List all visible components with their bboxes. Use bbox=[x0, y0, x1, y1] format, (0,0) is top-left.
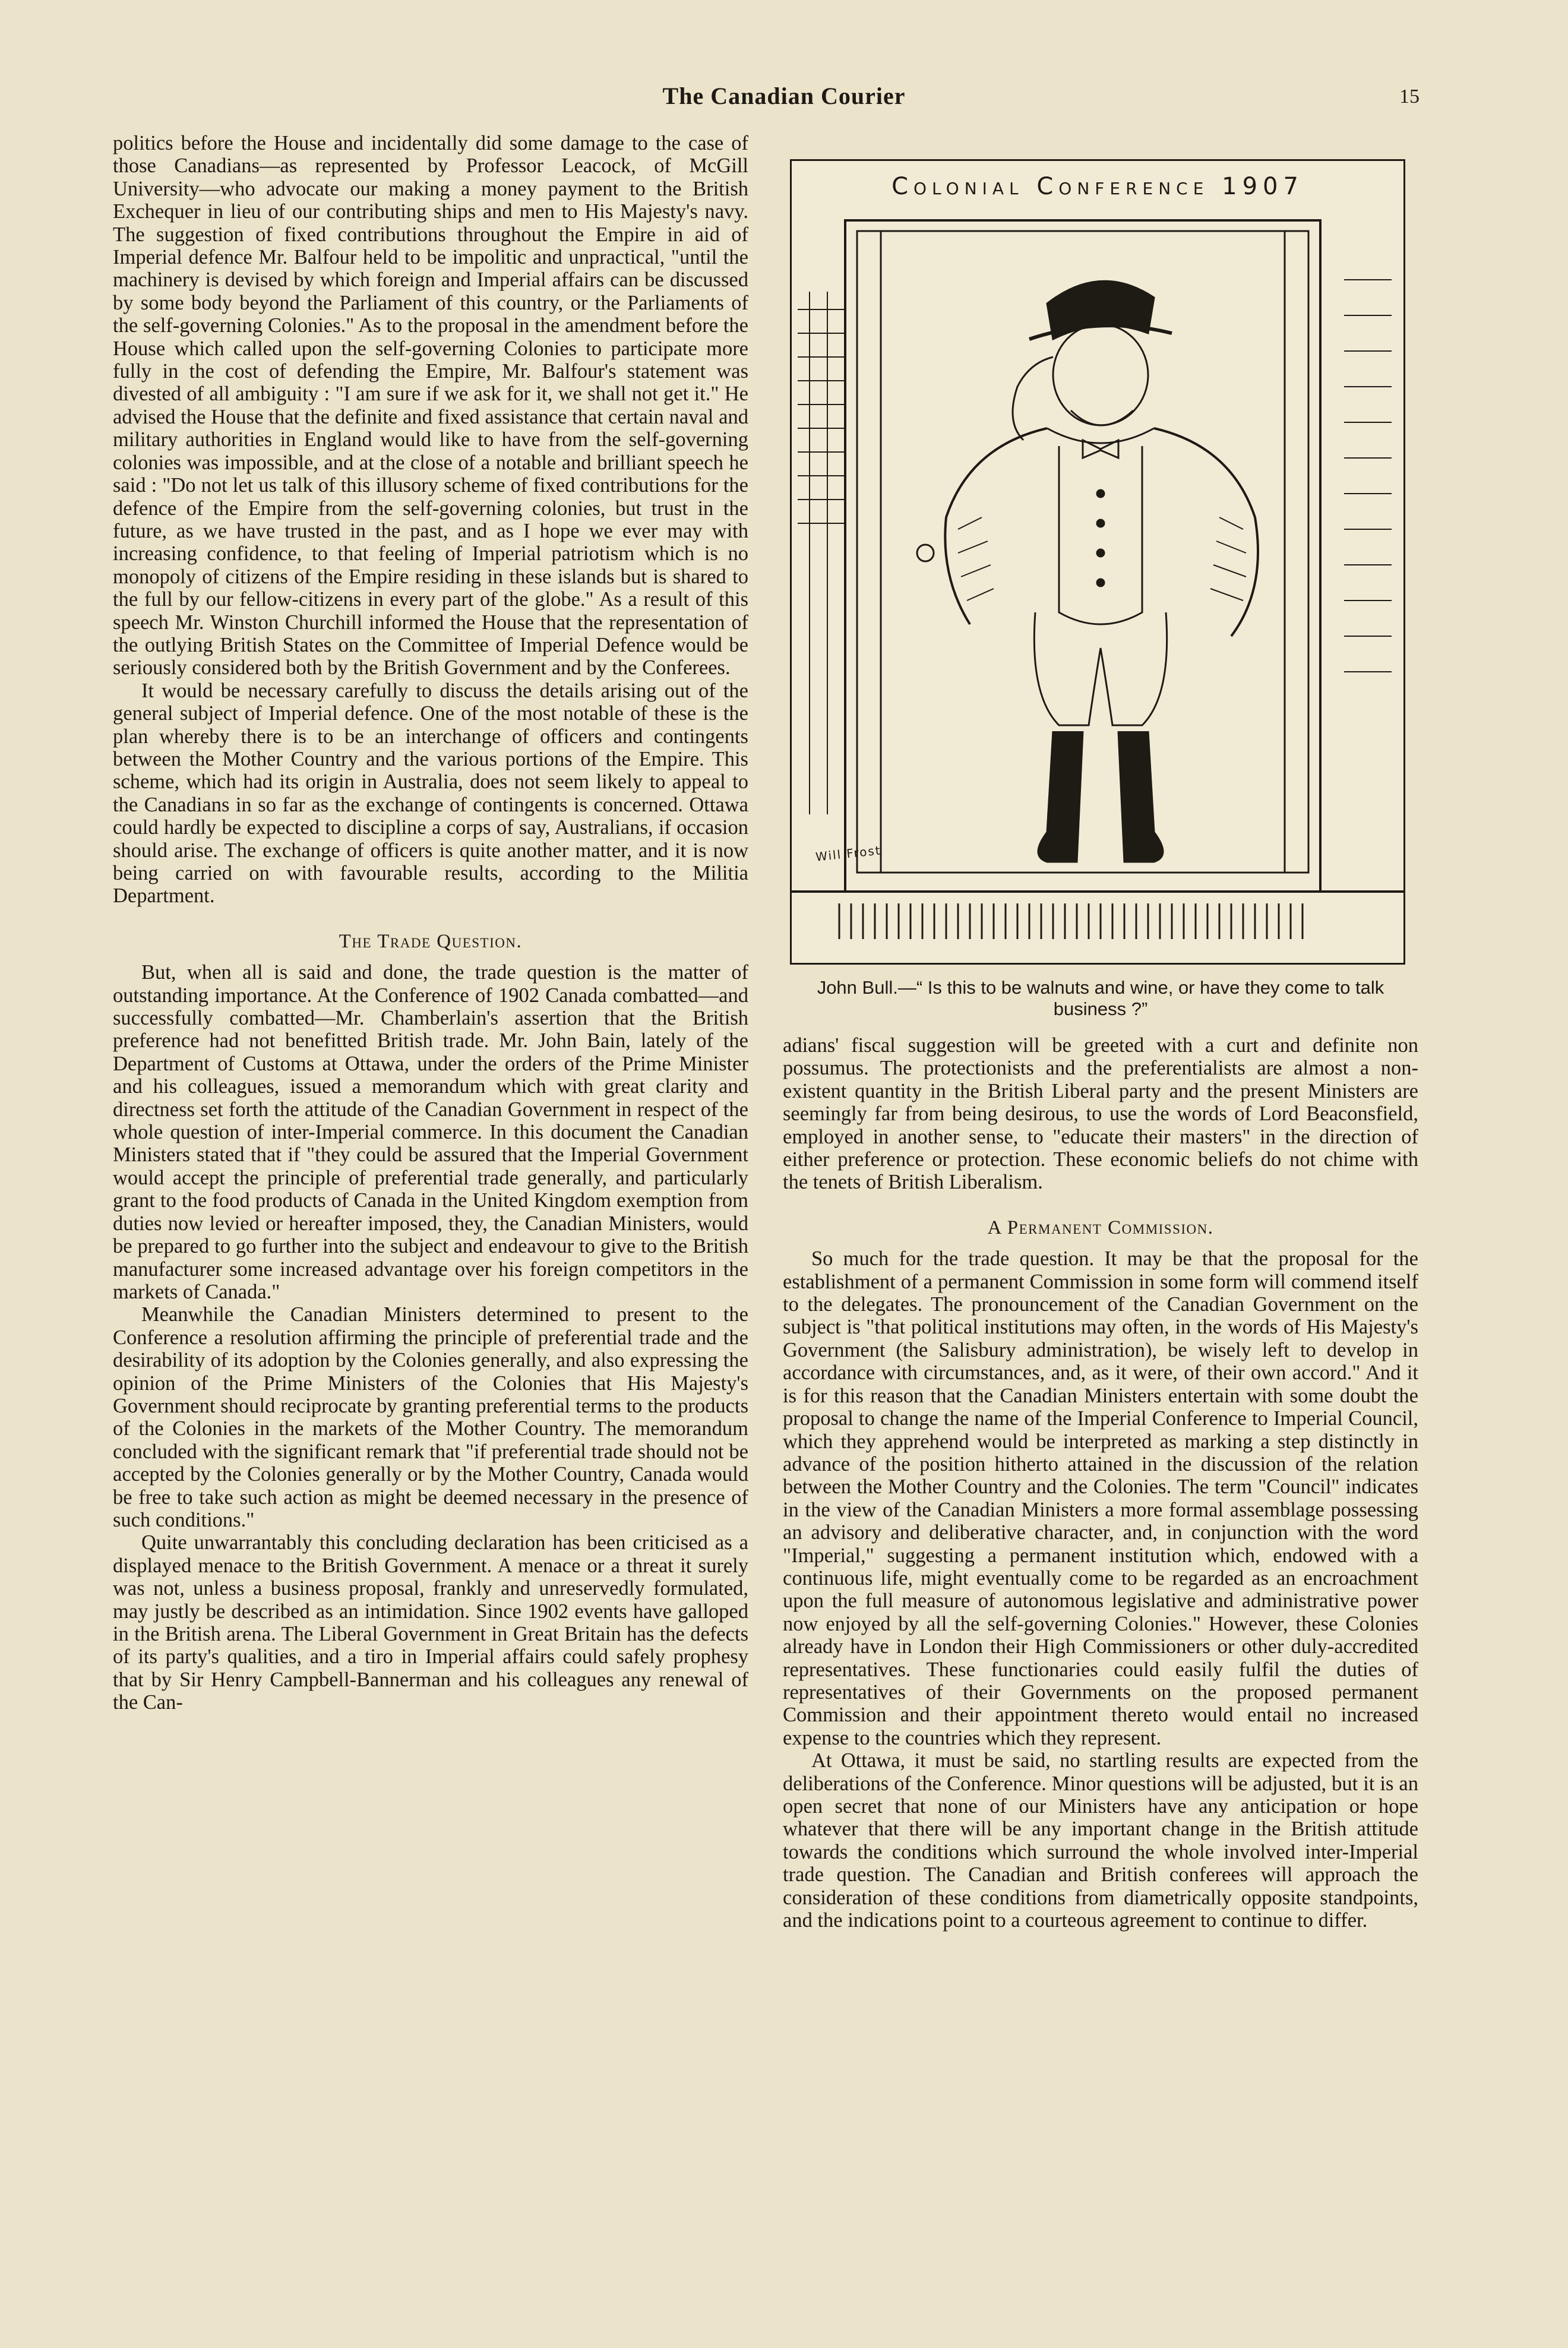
paragraph: At Ottawa, it must be said, no startling results are expected from the deliberations of the Conference. Minor questions will be adjusted, but it is an open secret that none of our Ministers have any anticipation or hope whatever that there will be any important change in the British attitude towards the conditions which surround the whole involved inter-Imperial trade question. The Canadian and British conferees will approach the consideration of these conditions from diametrically opposite standpoints, and the indications point to a courteous agreement to continue to differ. bbox=[783, 1749, 1418, 1932]
paragraph: But, when all is said and done, the trade question is the matter of outstanding importance. At the Conference of 1902 Canada combatted—and successfully combatted—Mr. Chamberlain's assertion that the British preference had not benefitted British trade. Mr. John Bain, lately of the Department of Customs at Ottawa, under the orders of the Prime Minister and his colleagues, issued a memorandum which with great clarity and directness set forth the attitude of the Canadian Government in respect of the whole question of inter-Imperial commerce. In this document the Canadian Ministers stated that if "they could be assured that the Imperial Government would accept the principle of preferential trade generally, and particularly grant to the food products of Canada in the United Kingdom exemption from duties now levied or hereafter imposed, they, the Canadian Ministers, would be prepared to go further into the subject and endeavour to give to the British manufacturer some increased advantage over his foreign competitors in the markets of Canada." bbox=[113, 961, 748, 1303]
paragraph: So much for the trade question. It may be that the proposal for the establishment of a permanent Commission in some form will commend itself to the delegates. The pronouncement of the Canadian Government on the subject is "that political institutions may often, in the words of His Majesty's Government (the Salisbury administration), be wisely left to develop in accordance with circumstances, and, as it were, of their own accord." And it is for this reason that the Canadian Ministers entertain with some doubt the proposal to change the name of the Imperial Conference to Imperial Council, which they apprehend would be interpreted as marking a step distinctly in advance of the position hitherto attained in the discussion of the relation between the Mother Country and the Colonies. The term "Council" indicates in the view of the Canadian Ministers a more formal assemblage possessing an advisory and deliberative character, and, in conjunction with the word "Imperial," suggesting a permanent institution which, endowed with a continuous life, might eventually come to be regarded as an encroachment upon the full measure of autonomous legislative and administrative power now enjoyed by all the self-governing Colonies." However, these Colonies already have in London their High Commissioners or other duly-accredited representatives. These functionaries could easily fulfil the duties of representatives of their Governments on the proposed permanent Commission and their appointment thereto would entail no increased expense to the countries which they represent. bbox=[783, 1247, 1418, 1749]
paragraph: adians' fiscal suggestion will be greeted with a curt and definite non possumus. The protectionists and the preferentialists are almost a non-existent quantity in the British Liberal party and the present Ministers are seemingly far from being desirous, to use the words of Lord Beaconsfield, employed in another sense, to "educate their masters" in the direction of either preference or protection. These economic beliefs do not chime with the tenets of British Liberalism. bbox=[783, 1034, 1418, 1194]
masthead: The Canadian Courier bbox=[662, 83, 906, 109]
section-heading-permanent-commission: A Permanent Commission. bbox=[987, 1216, 1214, 1238]
paragraph: Meanwhile the Canadian Ministers determined to present to the Conference a resolution affirming the principle of preferential trade and the desirability of its adoption by the Colonies generally, and also expressing the opinion of the Prime Ministers of the Colonies that His Majesty's Government should reciprocate by granting preferential terms to the products of the Colonies in the markets of the Mother Country. The memorandum concluded with the significant remark that "if preferential trade should not be accepted by the Colonies generally or by the Mother Country, Canada would be free to take such action as might be deemed necessary in the presence of such conditions." bbox=[113, 1303, 748, 1531]
cartoon-caption: John Bull.—“ Is this to be walnuts and wine, or have they come to talk business ?” bbox=[817, 977, 1384, 1019]
paragraph: politics before the House and incidentally did some damage to the case of those Canadians—as represented by Professor Leacock, of McGill University—who advocate our making a money payment to the British Exchequer in lieu of our contributing ships and men to His Majesty's navy. The suggestion of fixed contributions throughout the Empire in aid of Imperial defence Mr. Balfour held to be impolitic and unpractical, "until the machinery is devised by which foreign and Imperial affairs can be discussed by some body beyond the Parliament of this country, or the Parliaments of the self-governing Colonies." As to the proposal in the amendment before the House which called upon the self-governing Colonies to participate more fully in the cost of defending the Empire, Mr. Balfour's statement was divested of all ambiguity : "I am sure if we ask for it, we shall not get it." He advised the House that the definite and fixed assistance that certain naval and military authorities in England would like to have from the self-governing colonies was impossible, and at the close of a notable and brilliant speech he said : "Do not let us talk of this illusory scheme of fixed contributions for the defence of the Empire from the self-governing colonies, but trust in the future, as we have trusted in the past, and as I hope we ever may with increasing confidence, to that feeling of Imperial patriotism which is no monopoly of citizens of the Empire residing in these islands but is shared to the full by our fellow-citizens in every part of the globe." As a result of this speech Mr. Winston Churchill informed the House that the representation of the outlying British States on the Committee of Imperial Defence would be seriously considered both by the British Government and by the Conferees. bbox=[113, 132, 748, 680]
section-heading-trade-question: The Trade Question. bbox=[339, 930, 523, 952]
article-column-left bbox=[113, 132, 748, 1714]
paragraph: It would be necessary carefully to discuss the details arising out of the general subject of Imperial defence. One of the most notable of these is the plan whereby there is to be an interchange of officers and contingents between the Mother Country and the various portions of the Empire. This scheme, which had its origin in Australia, does not seem likely to appeal to the Canadians in so far as the exchange of contingents is concerned. Ottawa could hardly be expected to discipline a corps of say, Australians, if occasion should arise. The exchange of officers is quite another matter, and it is now being carried on with favourable results, according to the Militia Department. bbox=[113, 679, 748, 908]
article-column-right bbox=[783, 1034, 1418, 1932]
page-header bbox=[113, 82, 1455, 118]
john-bull-drawing bbox=[792, 161, 1403, 963]
page-number: 15 bbox=[1399, 86, 1420, 108]
cartoon-illustration bbox=[790, 159, 1405, 965]
cartoon-title: Colonial Conference 1907 bbox=[892, 173, 1304, 200]
paragraph: Quite unwarrantably this concluding declaration has been criticised as a displayed menace to the British Government. A menace or a threat it surely was not, unless a business proposal, frankly and unreservedly formulated, may justly be described as an intimidation. Since 1902 events have galloped in the British arena. The Liberal Government in Great Britain has the defects of its party's qualities, and a tiro in Imperial affairs could safely prophesy that by Sir Henry Campbell-Bannerman and his colleagues any renewal of the Can- bbox=[113, 1531, 748, 1714]
artist-signature: Will Frost bbox=[815, 843, 882, 864]
